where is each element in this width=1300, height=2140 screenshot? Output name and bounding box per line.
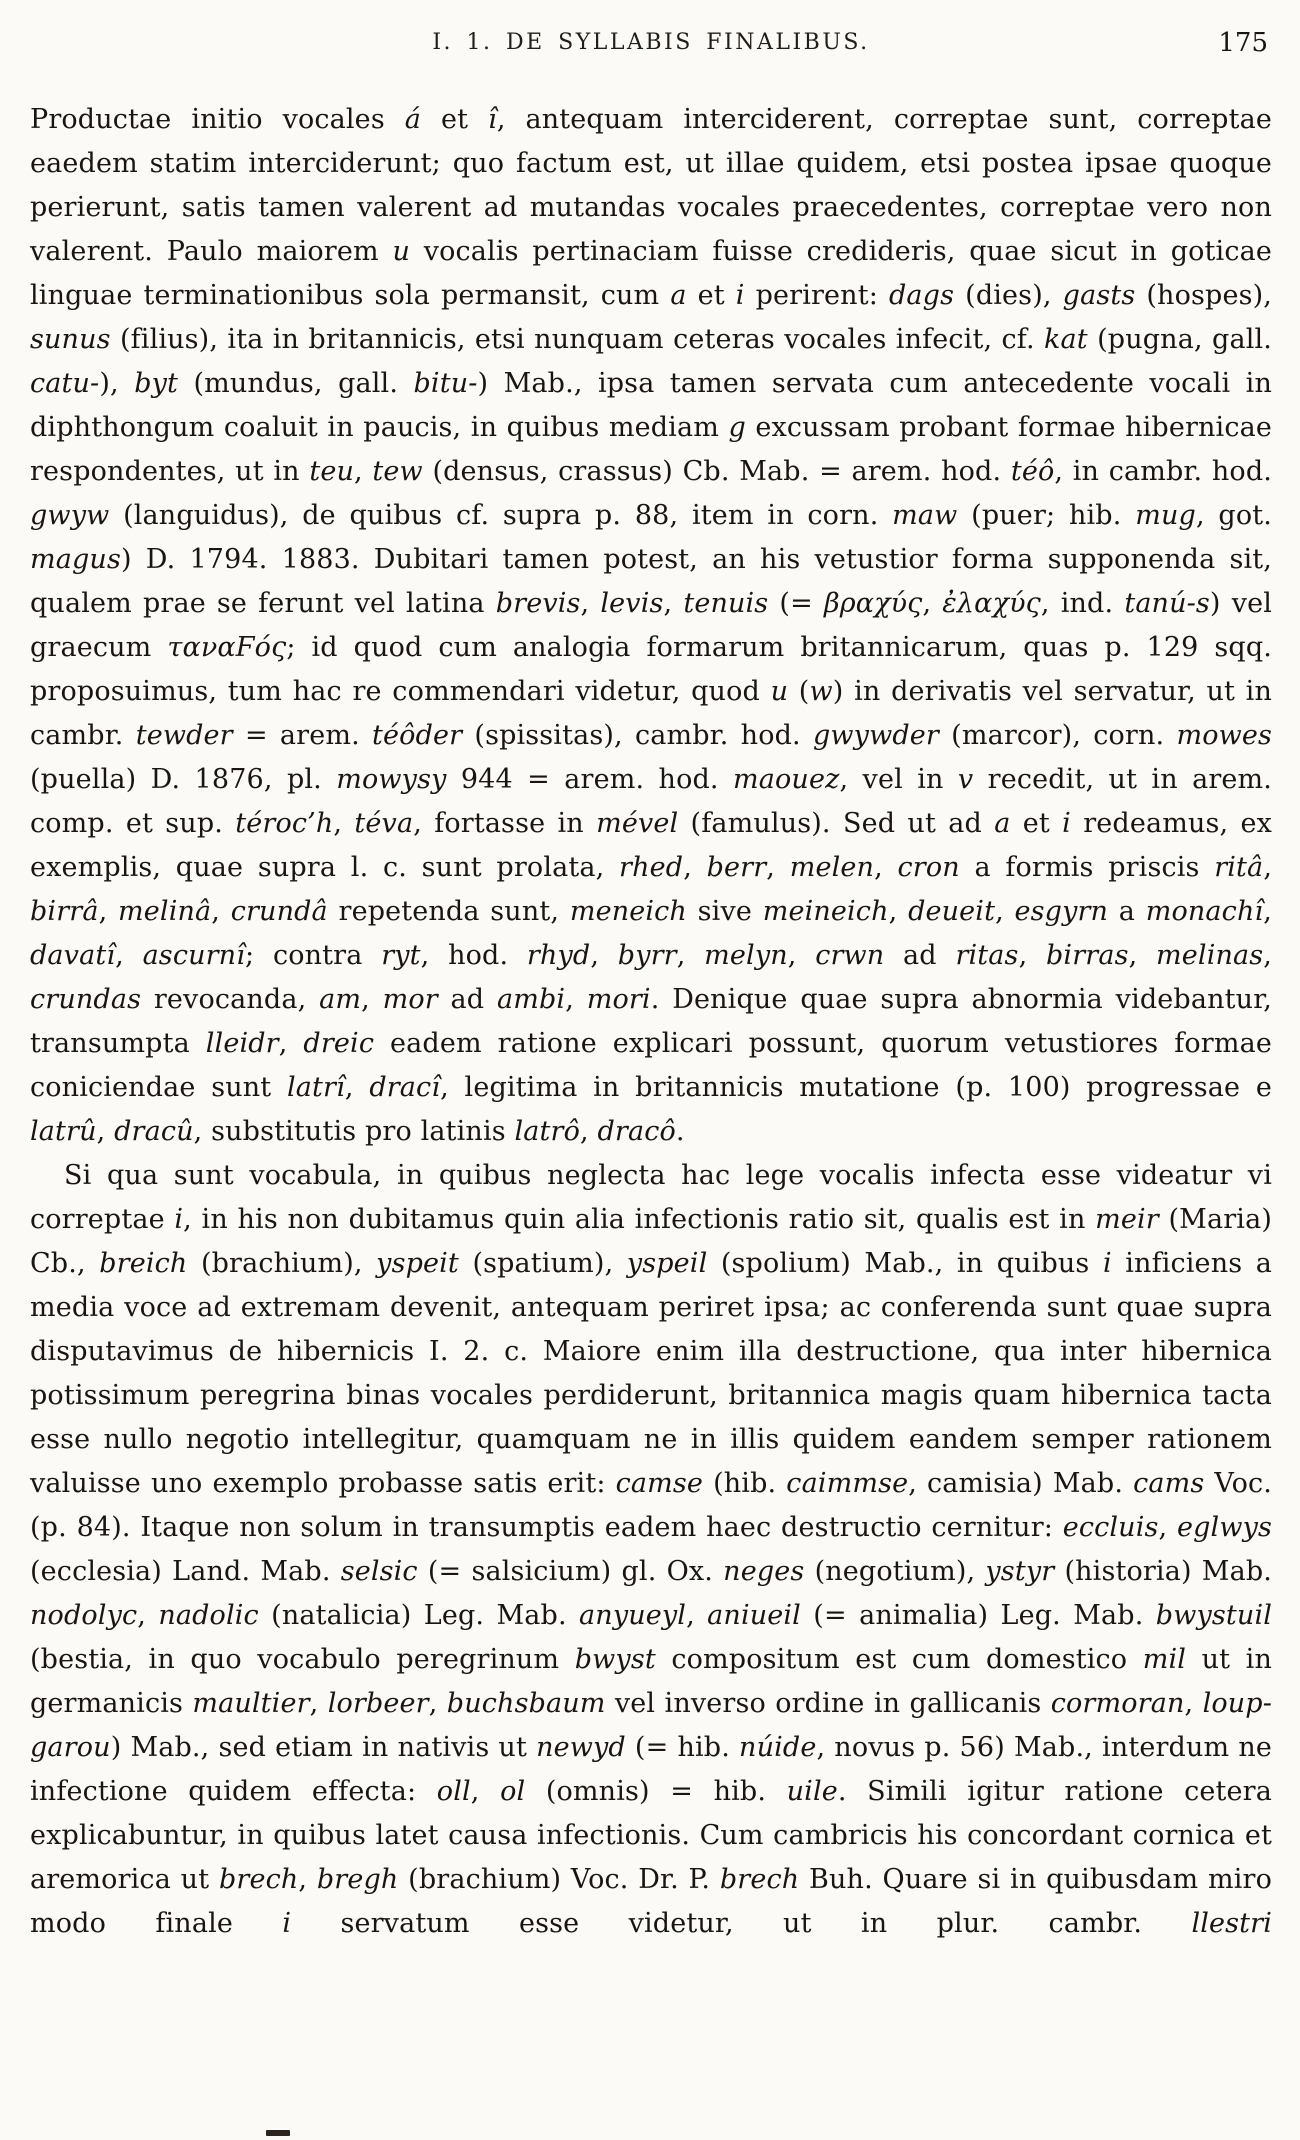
text-block xyxy=(30,98,1272,1946)
running-header-title: I. 1. DE SYLLABIS FINALIBUS. xyxy=(432,30,870,55)
paragraph-si-qua-sunt: Si qua sunt vocabula, in quibus neglecta hac lege vocalis infecta esse videatur vi correptae i, in his non dubitamus quin alia infectionis ratio sit, qualis est in meir (Maria) Cb., breich (brachium), yspeit (spatium), yspeil (spolium) Mab., in quibus i inficiens a media voce ad extremam devenit, antequam periret ipsa; ac conferenda sunt quae supra disputavimus de hibernicis I. 2. c. Maiore enim illa destructione, qua inter hibernica potissimum peregrina binas vocales perdiderunt, britannica magis quam hibernica tacta esse nullo negotio intellegitur, quamquam ne in illis quidem eandem semper rationem valuisse uno exemplo probasse satis erit: camse (hib. caimmse, camisia) Mab. cams Voc. (p. 84). Itaque non solum in transumptis eadem haec destructio cernitur: eccluis, eglwys (ecclesia) Land. Mab. selsic (= salsicium) gl. Ox. neges (negotium), ystyr (historia) Mab. nodolyc, nadolic (natalicia) Leg. Mab. anyueyl, aniueil (= animalia) Leg. Mab. bwystuil (bestia, in quo vocabulo peregrinum bwyst compositum est cum domestico mil ut in germanicis maultier, lorbeer, buchsbaum vel inverso ordine in gallicanis cormoran, loup-garou) Mab., sed etiam in nativis ut newyd (= hib. núide, novus p. 56) Mab., interdum ne infectione quidem effecta: oll, ol (omnis) = hib. uile. Simili igitur ratione cetera explicabuntur, in quibus latet causa infectionis. Cum cambricis his concordant cornica et aremorica ut brech, bregh (brachium) Voc. Dr. P. brech Buh. Quare si in quibusdam miro modo finale i servatum esse videtur, ut in plur. cambr. llestri xyxy=(30,1160,1273,1939)
page-number: 175 xyxy=(1218,28,1268,58)
running-header xyxy=(30,30,1272,64)
page-bottom-print-artifact xyxy=(266,2130,290,2136)
paragraph-productae-initio: Productae initio vocales á et î, antequam interciderent, correptae sunt, correptae eaedem statim interciderunt; quo factum est, ut illae quidem, etsi postea ipsae quoque perierunt, satis tamen valerent ad mutandas vocales praecedentes, correptae vero non valerent. Paulo maiorem u vocalis pertinaciam fuisse credideris, quae sicut in goticae linguae terminationibus sola permansit, cum a et i perirent: dags (dies), gasts (hospes), sunus (filius), ita in britannicis, etsi nunquam ceteras vocales infecit, cf. kat (pugna, gall. catu-), byt (mundus, gall. bitu-) Mab., ipsa tamen servata cum antecedente vocali in diphthongum coaluit in paucis, in quibus mediam g excussam probant formae hibernicae respondentes, ut in teu, tew (densus, crassus) Cb. Mab. = arem. hod. téô, in cambr. hod. gwyw (languidus), de quibus cf. supra p. 88, item in corn. maw (puer; hib. mug, got. magus) D. 1794. 1883. Dubitari tamen potest, an his vetustior forma supponenda sit, qualem prae se ferunt vel latina brevis, levis, tenuis (= βραχύς, ἐλαχύς, ind. tanú-s) vel graecum ταναϜός; id quod cum analogia formarum britannicarum, quas p. 129 sqq. proposuimus, tum hac re commendari videtur, quod u (w) in derivatis vel servatur, ut in cambr. tewder = arem. téôder (spissitas), cambr. hod. gwywder (marcor), corn. mowes (puella) D. 1876, pl. mowysy 944 = arem. hod. maouez, vel in v recedit, ut in arem. comp. et sup. téroc’h, téva, fortasse in mével (famulus). Sed ut ad a et i redeamus, ex exemplis, quae supra l. c. sunt prolata, rhed, berr, melen, cron a formis priscis ritâ, birrâ, melinâ, crundâ repetenda sunt, meneich sive meineich, deueit, esgyrn a monachî, davatî, ascurnî; contra ryt, hod. rhyd, byrr, melyn, crwn ad ritas, birras, melinas, crundas revocanda, am, mor ad ambi, mori. Denique quae supra abnormia videbantur, transumpta lleidr, dreic eadem ratione explicari possunt, quorum vetustiores formae coniciendae sunt latrî, dracî, legitima in britannicis mutatione (p. 100) progressae e latrû, dracû, substitutis pro latinis latrô, dracô. xyxy=(30,104,1273,1147)
